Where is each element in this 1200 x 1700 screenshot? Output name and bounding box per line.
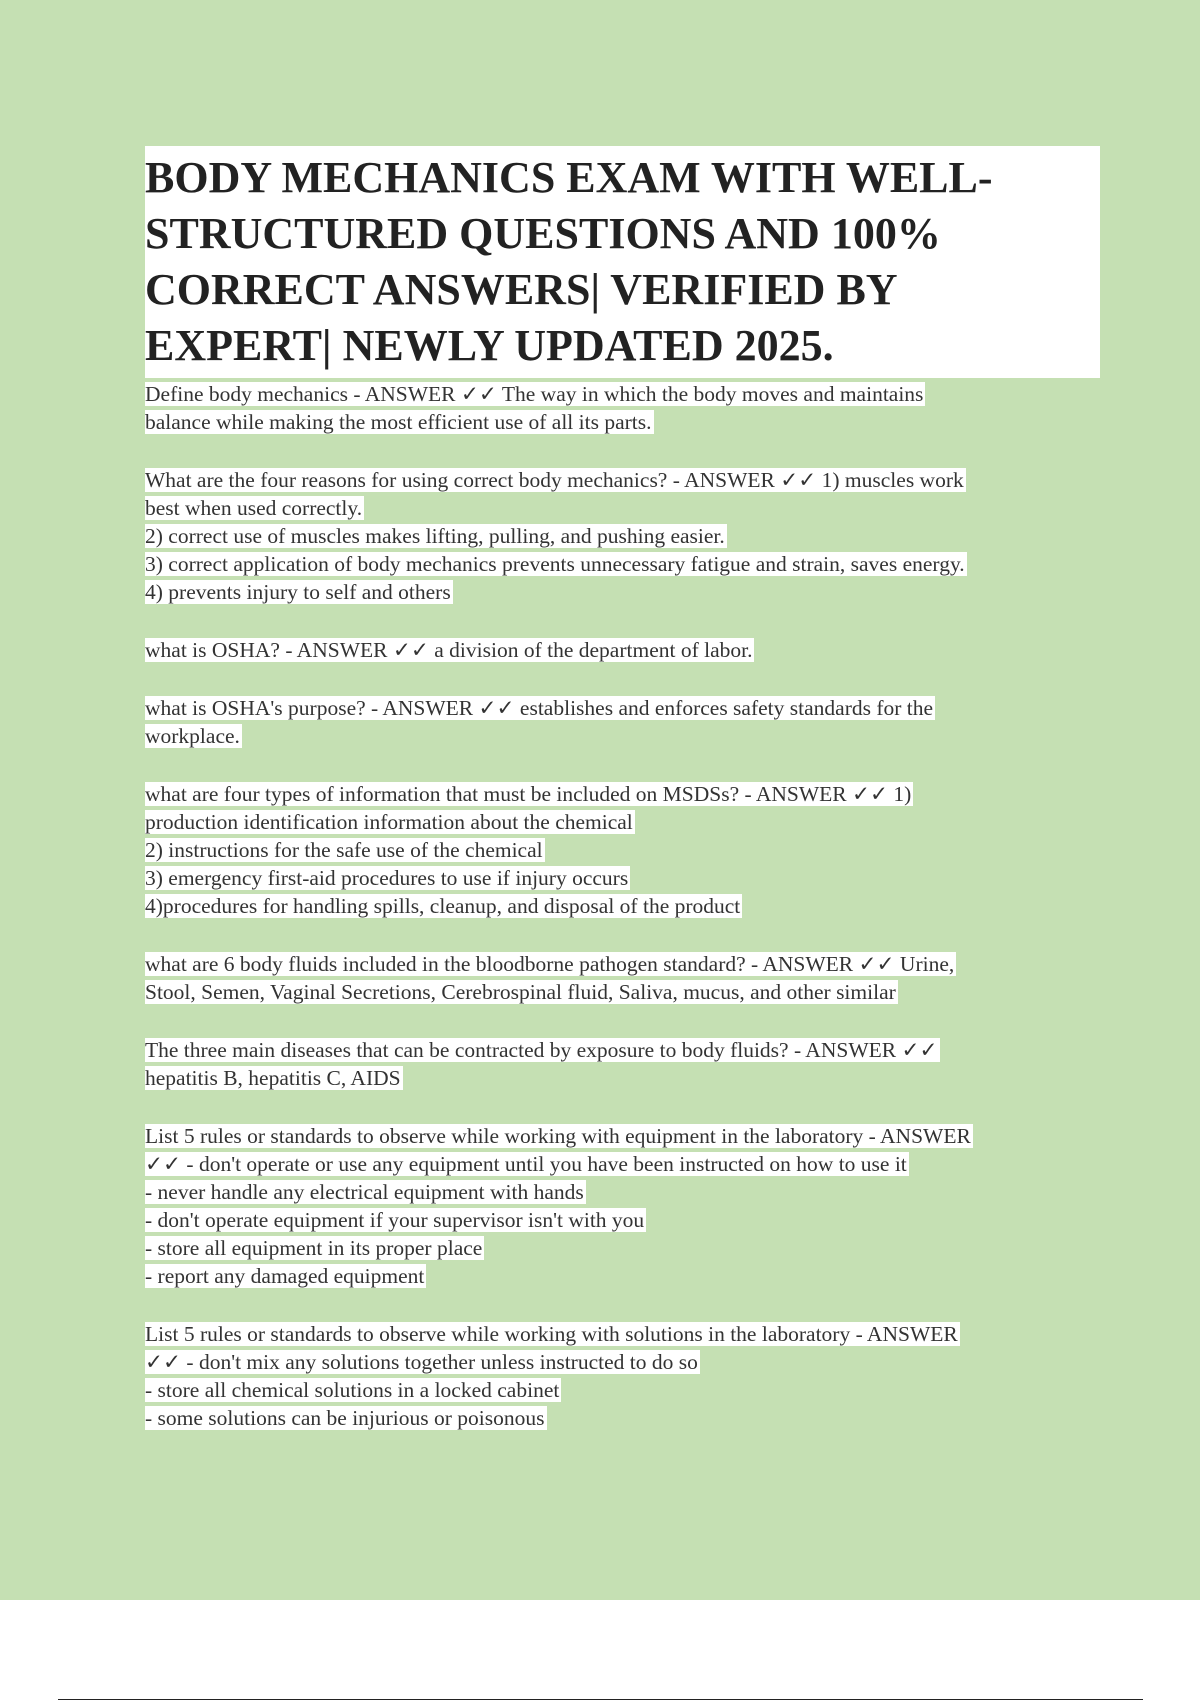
qa-line: best when used correctly.: [145, 496, 363, 520]
qa-line: what are 6 body fluids included in the bloodborne pathogen standard? - ANSWER ✓✓ Urine,: [145, 952, 955, 976]
qa-line: 4)procedures for handling spills, cleanup, and disposal of the product: [145, 894, 741, 918]
qa-line: - don't operate equipment if your supervisor isn't with you: [145, 1208, 645, 1232]
qa-line: what is OSHA's purpose? - ANSWER ✓✓ establishes and enforces safety standards for the: [145, 696, 934, 720]
qa-line: balance while making the most efficient use of all its parts.: [145, 410, 652, 434]
qa-line: - some solutions can be injurious or poisonous: [145, 1406, 545, 1430]
qa-line: ✓✓ - don't operate or use any equipment until you have been instructed on how to use it: [145, 1152, 907, 1176]
qa-item-solution-rules: [145, 1320, 1095, 1432]
qa-item-msds: [145, 780, 1095, 920]
qa-line: Define body mechanics - ANSWER ✓✓ The way in which the body moves and maintains: [145, 382, 924, 406]
qa-line: workplace.: [145, 724, 240, 748]
document-content: [145, 146, 1095, 1462]
qa-line: 3) correct application of body mechanics prevents unnecessary fatigue and strain, saves energy.: [145, 552, 965, 576]
qa-line: List 5 rules or standards to observe while working with solutions in the laboratory - ANSWER: [145, 1322, 958, 1346]
qa-line: - report any damaged equipment: [145, 1264, 425, 1288]
qa-item-equipment-rules: [145, 1122, 1095, 1290]
qa-item-body-fluids: [145, 950, 1095, 1006]
qa-line: 4) prevents injury to self and others: [145, 580, 451, 604]
qa-line: 2) instructions for the safe use of the chemical: [145, 838, 543, 862]
qa-line: hepatitis B, hepatitis C, AIDS: [145, 1066, 401, 1090]
document-title: BODY MECHANICS EXAM WITH WELL-STRUCTURED QUESTIONS AND 100% CORRECT ANSWERS| VERIFIED BY EXPERT| NEWLY UPDATED 2025.: [145, 146, 1100, 378]
qa-line: Stool, Semen, Vaginal Secretions, Cerebrospinal fluid, Saliva, mucus, and other similar: [145, 980, 896, 1004]
qa-item-diseases: [145, 1036, 1095, 1092]
qa-item-body-mechanics: [145, 380, 1095, 436]
qa-line: what is OSHA? - ANSWER ✓✓ a division of the department of labor.: [145, 638, 753, 662]
qa-line: - store all chemical solutions in a locked cabinet: [145, 1378, 560, 1402]
qa-line: - store all equipment in its proper place: [145, 1236, 483, 1260]
qa-line: - never handle any electrical equipment with hands: [145, 1180, 584, 1204]
qa-line: 3) emergency first-aid procedures to use if injury occurs: [145, 866, 629, 890]
qa-line: production identification information about the chemical: [145, 810, 633, 834]
qa-line: what are four types of information that must be included on MSDSs? - ANSWER ✓✓ 1): [145, 782, 912, 806]
qa-line: ✓✓ - don't mix any solutions together unless instructed to do so: [145, 1350, 698, 1374]
qa-line: What are the four reasons for using correct body mechanics? - ANSWER ✓✓ 1) muscles work: [145, 468, 964, 492]
qa-item-four-reasons: [145, 466, 1095, 606]
qa-line: The three main diseases that can be contracted by exposure to body fluids? - ANSWER ✓✓: [145, 1038, 938, 1062]
qa-item-osha: [145, 636, 1095, 664]
qa-line: List 5 rules or standards to observe while working with equipment in the laboratory - ANSWER: [145, 1124, 971, 1148]
qa-line: 2) correct use of muscles makes lifting, pulling, and pushing easier.: [145, 524, 725, 548]
qa-item-osha-purpose: [145, 694, 1095, 750]
